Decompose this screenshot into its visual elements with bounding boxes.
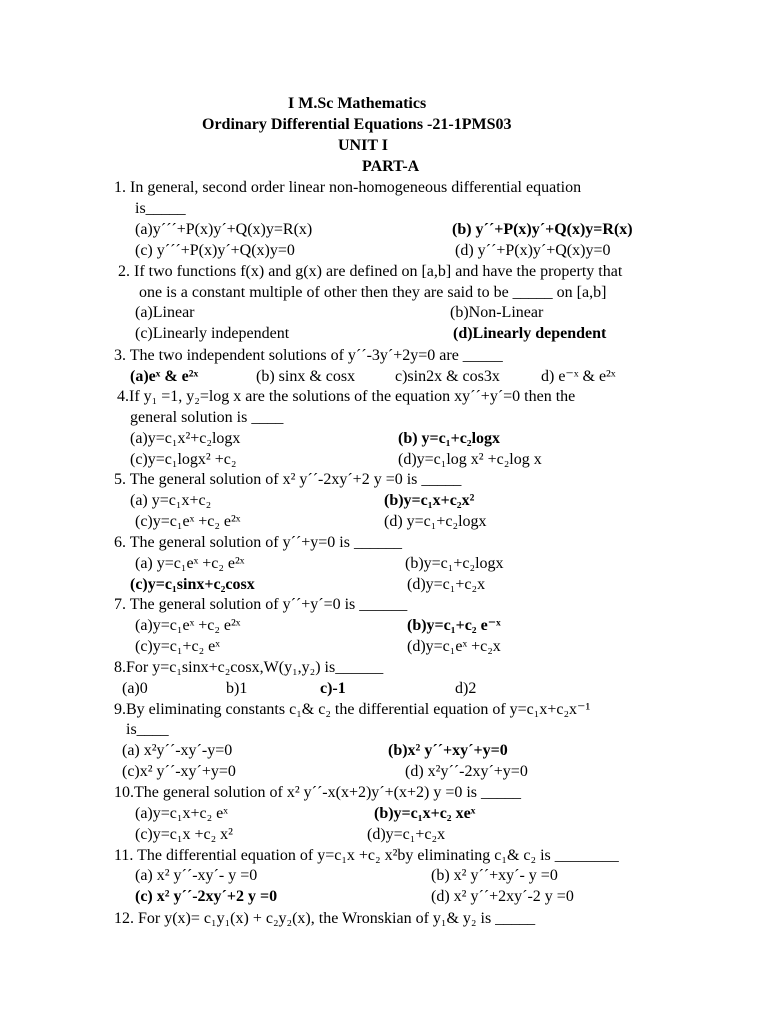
question-4-option-a: (a)y=c₁x²+c₂logx: [130, 430, 241, 447]
question-2-option-a: (a)Linear: [135, 304, 195, 321]
question-number: 6.: [114, 534, 126, 551]
question-11-option-b: (b) x² y´´+xy´- y =0: [431, 867, 558, 884]
subject-title: Ordinary Differential Equations -21-1PMS03: [202, 116, 512, 133]
question-9-stem-cont: is____: [126, 721, 169, 738]
question-1-option-a: (a)y´´´+P(x)y´+Q(x)y=R(x): [135, 221, 313, 238]
question-5-option-c: (c)y=c₁eˣ +c₂ e²ˣ: [135, 513, 241, 530]
question-4-option-b: (b) y=c₁+c₂logx: [398, 430, 501, 447]
question-1-option-d: (d) y´´+P(x)y´+Q(x)y=0: [455, 242, 611, 259]
question-4-stem-cont: general solution is ____: [130, 409, 284, 426]
question-8-option-a: (a)0: [122, 680, 148, 697]
question-1-stem: 1. In general, second order linear non-homogeneous differential equation: [114, 179, 582, 196]
question-11-stem: 11. The differential equation of y=c₁x +c₂ x²by eliminating c₁& c₂ is ________: [114, 847, 619, 864]
question-9-option-a: (a) x²y´´-xy´-y=0: [122, 742, 233, 759]
question-number: 1.: [114, 179, 126, 196]
question-3-option-d: d) e⁻ˣ & e²ˣ: [541, 368, 616, 385]
question-number: 5.: [114, 471, 126, 488]
question-11-option-a: (a) x² y´´-xy´- y =0: [135, 867, 258, 884]
question-1-option-b: (b) y´´+P(x)y´+Q(x)y=R(x): [452, 221, 633, 238]
question-10-stem: 10.The general solution of x² y´´-x(x+2)y´+(x+2) y =0 is _____: [114, 784, 522, 801]
question-2-option-c: (c)Linearly independent: [135, 325, 290, 342]
question-number: 7.: [114, 596, 126, 613]
question-10-option-c: (c)y=c₁x +c₂ x²: [135, 826, 233, 843]
question-3-stem: 3. The two independent solutions of y´´-3y´+2y=0 are _____: [114, 347, 503, 364]
question-4-option-c: (c)y=c₁logx² +c₂: [130, 451, 237, 468]
question-8-option-d: d)2: [455, 680, 477, 697]
question-1-option-c: (c) y´´´+P(x)y´+Q(x)y=0: [135, 242, 295, 259]
question-number: 3.: [114, 347, 126, 364]
question-number: 4.: [117, 388, 129, 405]
question-9-option-d: (d) x²y´´-2xy´+y=0: [405, 763, 528, 780]
question-number: 10.: [114, 784, 134, 801]
question-9-option-b: (b)x² y´´+xy´+y=0: [388, 742, 508, 759]
question-3-option-a: (a)eˣ & e²ˣ: [130, 368, 199, 385]
question-5-option-a: (a) y=c₁x+c₂: [130, 492, 212, 509]
question-6-option-d: (d)y=c₁+c₂x: [407, 576, 486, 593]
question-8-option-b: b)1: [226, 680, 248, 697]
question-2-stem: 2. If two functions f(x) and g(x) are defined on [a,b] and have the property that: [118, 263, 623, 280]
unit-title: UNIT I: [338, 137, 388, 154]
question-number: 11.: [114, 847, 134, 864]
course-title: I M.Sc Mathematics: [288, 95, 427, 112]
question-number: 2.: [118, 263, 130, 280]
question-2-stem-cont: one is a constant multiple of other then they are said to be _____ on [a,b]: [139, 284, 607, 301]
question-3-option-b: (b) sinx & cosx: [256, 368, 356, 385]
question-5-stem: 5. The general solution of x² y´´-2xy´+2 y =0 is _____: [114, 471, 462, 488]
question-8-option-c: c)-1: [320, 680, 346, 697]
question-7-option-b: (b)y=c₁+c₂ e⁻ˣ: [407, 617, 501, 634]
question-10-option-b: (b)y=c₁x+c₂ xeˣ: [374, 805, 476, 822]
question-12-stem: 12. For y(x)= c₁y₁(x) + c₂y₂(x), the Wronskian of y₁& y₂ is _____: [114, 910, 536, 927]
question-7-option-d: (d)y=c₁eˣ +c₂x: [407, 638, 501, 655]
question-number: 12.: [114, 910, 134, 927]
question-2-option-b: (b)Non-Linear: [450, 304, 544, 321]
question-10-option-d: (d)y=c₁+c₂x: [367, 826, 446, 843]
question-11-option-c: (c) x² y´´-2xy´+2 y =0: [135, 888, 278, 905]
question-6-option-c: (c)y=c₁sinx+c₂cosx: [130, 576, 255, 593]
question-5-option-d: (d) y=c₁+c₂logx: [384, 513, 487, 530]
question-4-option-d: (d)y=c₁log x² +c₂log x: [398, 451, 542, 468]
question-9-option-c: (c)x² y´´-xy´+y=0: [122, 763, 236, 780]
question-number: 8.: [114, 659, 126, 676]
question-4-stem: 4.If y₁ =1, y₂=log x are the solutions of the equation xy´´+y´=0 then the: [117, 388, 576, 405]
question-11-option-d: (d) x² y´´+2xy´-2 y =0: [431, 888, 574, 905]
question-6-option-b: (b)y=c₁+c₂logx: [405, 555, 504, 572]
part-title: PART-A: [362, 158, 420, 175]
question-8-stem: 8.For y=c₁sinx+c₂cosx,W(y₁,y₂) is______: [114, 659, 384, 676]
question-6-option-a: (a) y=c₁eˣ +c₂ e²ˣ: [135, 555, 245, 572]
question-6-stem: 6. The general solution of y´´+y=0 is ______: [114, 534, 402, 551]
question-9-stem: 9.By eliminating constants c₁& c₂ the differential equation of y=c₁x+c₂x⁻¹: [114, 701, 591, 718]
question-number: 9.: [114, 701, 126, 718]
question-1-stem-cont: is_____: [135, 200, 186, 217]
question-7-stem: 7. The general solution of y´´+y´=0 is ______: [114, 596, 408, 613]
question-10-option-a: (a)y=c₁x+c₂ eˣ: [135, 805, 228, 822]
question-3-option-c: c)sin2x & cos3x: [395, 368, 500, 385]
question-7-option-a: (a)y=c₁eˣ +c₂ e²ˣ: [135, 617, 241, 634]
question-2-option-d: (d)Linearly dependent: [453, 325, 607, 342]
question-7-option-c: (c)y=c₁+c₂ eˣ: [135, 638, 220, 655]
question-5-option-b: (b)y=c₁x+c₂x²: [384, 492, 475, 509]
